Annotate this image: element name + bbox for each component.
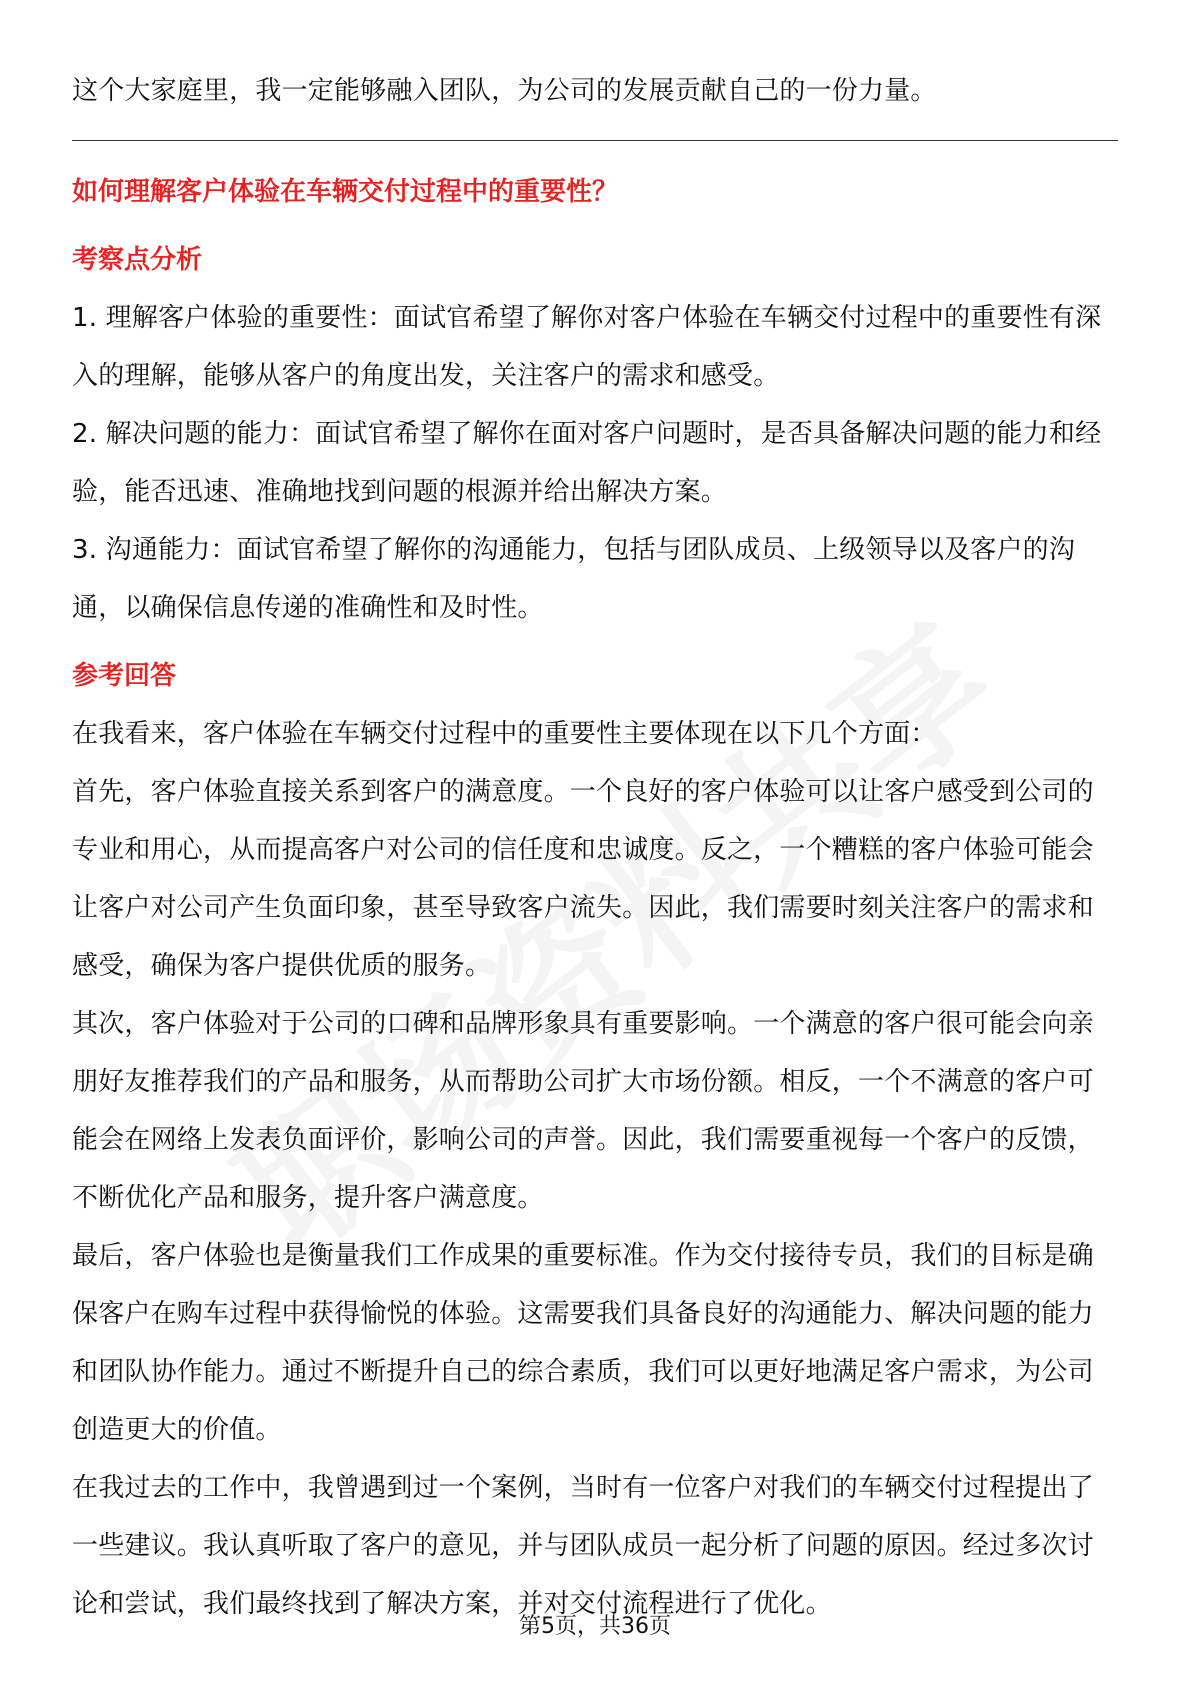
analysis-item: 2. 解决问题的能力：面试官希望了解你在面对客户问题时，是否具备解决问题的能力和经验，能否迅速、准确地找到问题的根源并给出解决方案。	[72, 419, 1102, 507]
analysis-title: 考察点分析	[72, 245, 203, 275]
answer-paragraph: 最后，客户体验也是衡量我们工作成果的重要标准。作为交付接待专员，我们的目标是确保客户在购车过程中获得愉悦的体验。这需要我们具备良好的沟通能力、解决问题的能力和团队协作能力。通过不断提升自己的综合素质，我们可以更好地满足客户需求，为公司创造更大的价值。	[72, 1241, 1094, 1445]
analysis-item: 1. 理解客户体验的重要性：面试官希望了解你对客户体验在车辆交付过程中的重要性有深入的理解，能够从客户的角度出发，关注客户的需求和感受。	[72, 303, 1102, 391]
spacer	[72, 221, 1118, 231]
analysis-item: 3. 沟通能力：面试官希望了解你的沟通能力，包括与团队成员、上级领导以及客户的沟通，以确保信息传递的准确性和及时性。	[72, 535, 1076, 623]
answer-paragraph: 其次，客户体验对于公司的口碑和品牌形象具有重要影响。一个满意的客户很可能会向亲朋好友推荐我们的产品和服务，从而帮助公司扩大市场份额。相反，一个不满意的客户可能会在网络上发表负面评价，影响公司的声誉。因此，我们需要重视每一个客户的反馈，不断优化产品和服务，提升客户满意度。	[72, 1009, 1094, 1213]
answer-paragraph: 在我过去的工作中，我曾遇到过一个案例，当时有一位客户对我们的车辆交付过程提出了一些建议。我认真听取了客户的意见，并与团队成员一起分析了问题的原因。经过多次讨论和尝试，我们最终找到了解决方案，并对交付流程进行了优化。	[72, 1473, 1094, 1619]
answer-title: 参考回答	[72, 661, 177, 691]
page-number: 第5页，共36页	[519, 1614, 671, 1639]
question-heading: 如何理解客户体验在车辆交付过程中的重要性？	[72, 177, 619, 207]
answer-paragraph: 在我看来，客户体验在车辆交付过程中的重要性主要体现在以下几个方面：	[72, 719, 937, 749]
section-divider	[72, 140, 1118, 141]
intro-line: 这个大家庭里，我一定能够融入团队，为公司的发展贡献自己的一份力量。	[72, 76, 937, 106]
spacer	[72, 637, 1118, 647]
answer-paragraph: 首先，客户体验直接关系到客户的满意度。一个良好的客户体验可以让客户感受到公司的专业和用心，从而提高客户对公司的信任度和忠诚度。反之，一个糟糕的客户体验可能会让客户对公司产生负面印象，甚至导致客户流失。因此，我们需要时刻关注客户的需求和感受，确保为客户提供优质的服务。	[72, 777, 1094, 981]
page-content	[72, 62, 1118, 1633]
